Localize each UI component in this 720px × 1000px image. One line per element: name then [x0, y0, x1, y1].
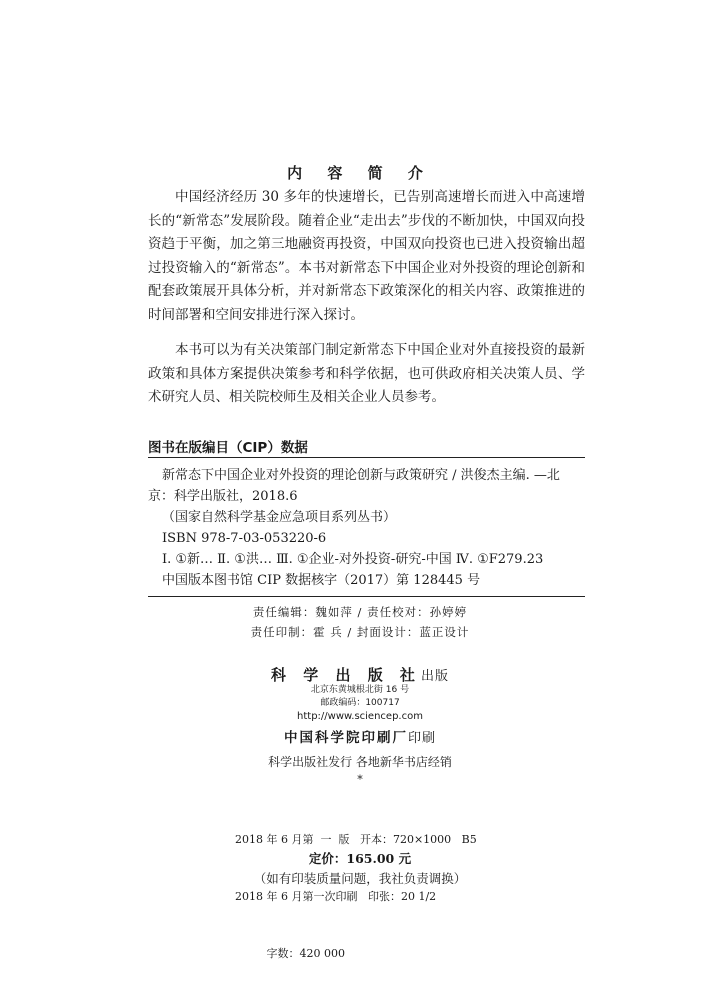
price: 定价：165.00 元: [308, 851, 412, 866]
edition-line-1: 2018 年 6 月第 一 版 开本：720×1000 B5: [235, 833, 477, 846]
publisher-suffix: 出版: [420, 669, 449, 684]
summary-text: [148, 186, 585, 410]
publisher-address: 北京东黄城根北街 16 号: [310, 685, 410, 695]
cip-line-title: 新常态下中国企业对外投资的理论创新与政策研究 / 洪俊杰主编. —北: [162, 468, 560, 483]
edition-line-3: 字数：420 000: [235, 947, 345, 960]
cip-record: [148, 465, 585, 591]
publisher-name: 科 学 出 版 社: [271, 666, 421, 684]
credits: [0, 602, 720, 642]
credits-production: 责任印制：霍 兵 / 封面设计：蓝正设计: [250, 625, 470, 639]
cip-top-rule: [148, 457, 585, 458]
distribution: 科学出版社发行 各地新华书店经销: [268, 755, 452, 769]
cip-line-isbn: ISBN 978-7-03-053220-6: [162, 531, 327, 546]
summary-heading: 内 容 简 介: [287, 164, 433, 182]
publisher-website: http://www.sciencep.com: [297, 711, 423, 722]
publisher-line: [0, 664, 720, 685]
asterisk: *: [357, 773, 363, 786]
printer-suffix: 印刷: [407, 731, 436, 746]
credits-editors: 责任编辑：魏如萍 / 责任校对：孙婷婷: [252, 605, 468, 619]
cip-line-number: 中国版本图书馆 CIP 数据核字（2017）第 128445 号: [162, 573, 481, 588]
cip-title: 图书在版编目（CIP）数据: [148, 440, 308, 456]
cip-line-classification: Ⅰ. ①新… Ⅱ. ①洪… Ⅲ. ①企业-对外投资-研究-中国 Ⅳ. ①F279.23: [162, 552, 544, 567]
quality-note: （如有印装质量问题，我社负责调换）: [253, 871, 467, 886]
cip-bottom-rule: [148, 596, 585, 597]
cip-line-publisher: 京：科学出版社，2018.6: [148, 489, 298, 504]
printer-name: 中国科学院印刷厂: [283, 730, 408, 746]
edition-info: [235, 792, 535, 982]
publisher-address-block: [0, 684, 720, 723]
cip-line-series: （国家自然科学基金应急项目系列丛书）: [162, 510, 397, 525]
edition-line-2: 2018 年 6 月第一次印刷 印张：20 1/2: [235, 890, 437, 903]
printer-line: [0, 726, 720, 746]
summary-paragraph-1: 中国经济经历 30 多年的快速增长，已告别高速增长而进入中高速增长的“新常态”发展阶段。随着企业“走出去”步伐的不断加快，中国双向投资趋于平衡，加之第三地融资再投资，中国双向投资也已进入投资输出超过投资输入的“新常态”。本书对新常态下中国企业对外投资的理论创新和配套政策展开具体分析，并对新常态下政策深化的相关内容、政策推进的时间部署和空间安排进行深入探讨。: [148, 189, 585, 323]
publisher-postcode: 邮政编码：100717: [320, 698, 400, 708]
summary-paragraph-2: 本书可以为有关决策部门制定新常态下中国企业对外直接投资的最新政策和具体方案提供决策参考和科学依据，也可供政府相关决策人员、学术研究人员、相关院校师生及相关企业人员参考。: [148, 342, 585, 405]
